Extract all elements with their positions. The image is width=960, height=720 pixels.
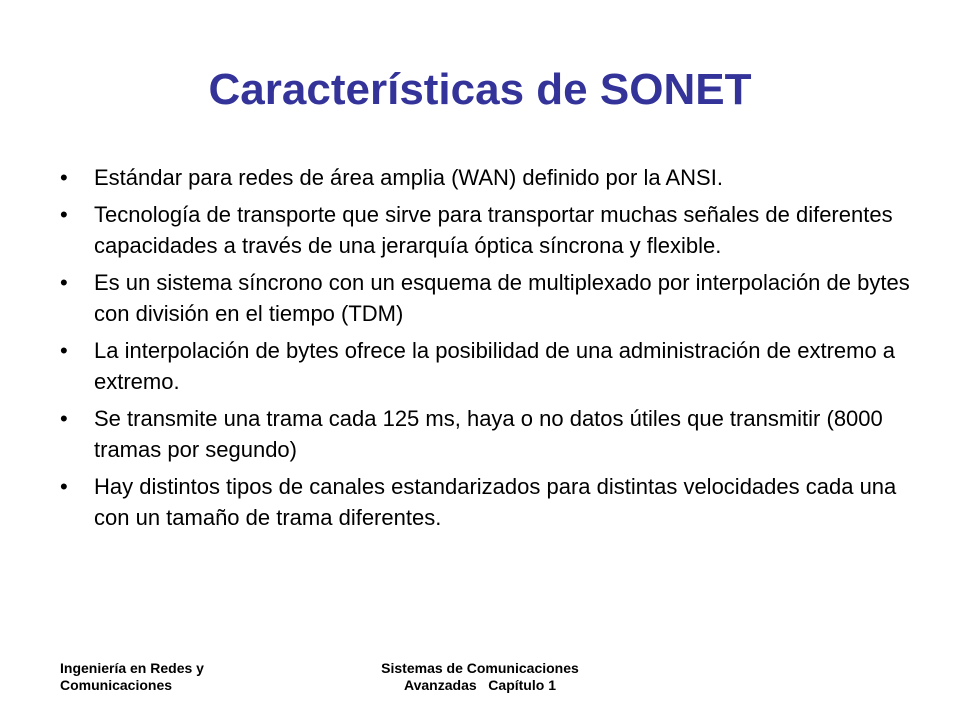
bullet-item	[60, 471, 920, 533]
bullet-icon: •	[60, 406, 68, 431]
bullet-item	[60, 199, 920, 261]
bullet-icon: •	[60, 338, 68, 363]
bullet-icon: •	[60, 474, 68, 499]
bullet-text: Se transmite una trama cada 125 ms, haya o no datos útiles que transmitir (8000 tramas por segundo)	[94, 406, 883, 462]
bullet-item	[60, 162, 920, 193]
bullet-icon: •	[60, 270, 68, 295]
footer-course-line1: Sistemas de Comunicaciones	[381, 660, 579, 676]
footer-course	[330, 660, 630, 694]
bullet-text: La interpolación de bytes ofrece la posibilidad de una administración de extremo a extremo.	[94, 338, 896, 394]
bullet-text: Hay distintos tipos de canales estandarizados para distintas velocidades cada una con un tamaño de trama diferentes.	[94, 474, 897, 530]
slide-title: Características de SONET	[208, 65, 752, 114]
bullet-item	[60, 335, 920, 397]
bullet-text: Es un sistema síncrono con un esquema de multiplexado por interpolación de bytes con división en el tiempo (TDM)	[94, 270, 910, 326]
bullet-item	[60, 267, 920, 329]
bullet-text: Tecnología de transporte que sirve para transportar muchas señales de diferentes capacidades a través de una jerarquía óptica síncrona y flexible.	[94, 202, 893, 258]
bullet-item	[60, 403, 920, 465]
bullet-icon: •	[60, 202, 68, 227]
bullet-icon: •	[60, 165, 68, 190]
bullet-text: Estándar para redes de área amplia (WAN) definido por la ANSI.	[94, 165, 723, 190]
footer-program	[60, 660, 280, 694]
footer-program-line1: Ingeniería en Redes y	[60, 660, 204, 676]
bullet-list	[60, 162, 920, 539]
footer-program-line2: Comunicaciones	[60, 677, 173, 693]
footer-course-line2: Avanzadas Capítulo 1	[404, 677, 556, 693]
